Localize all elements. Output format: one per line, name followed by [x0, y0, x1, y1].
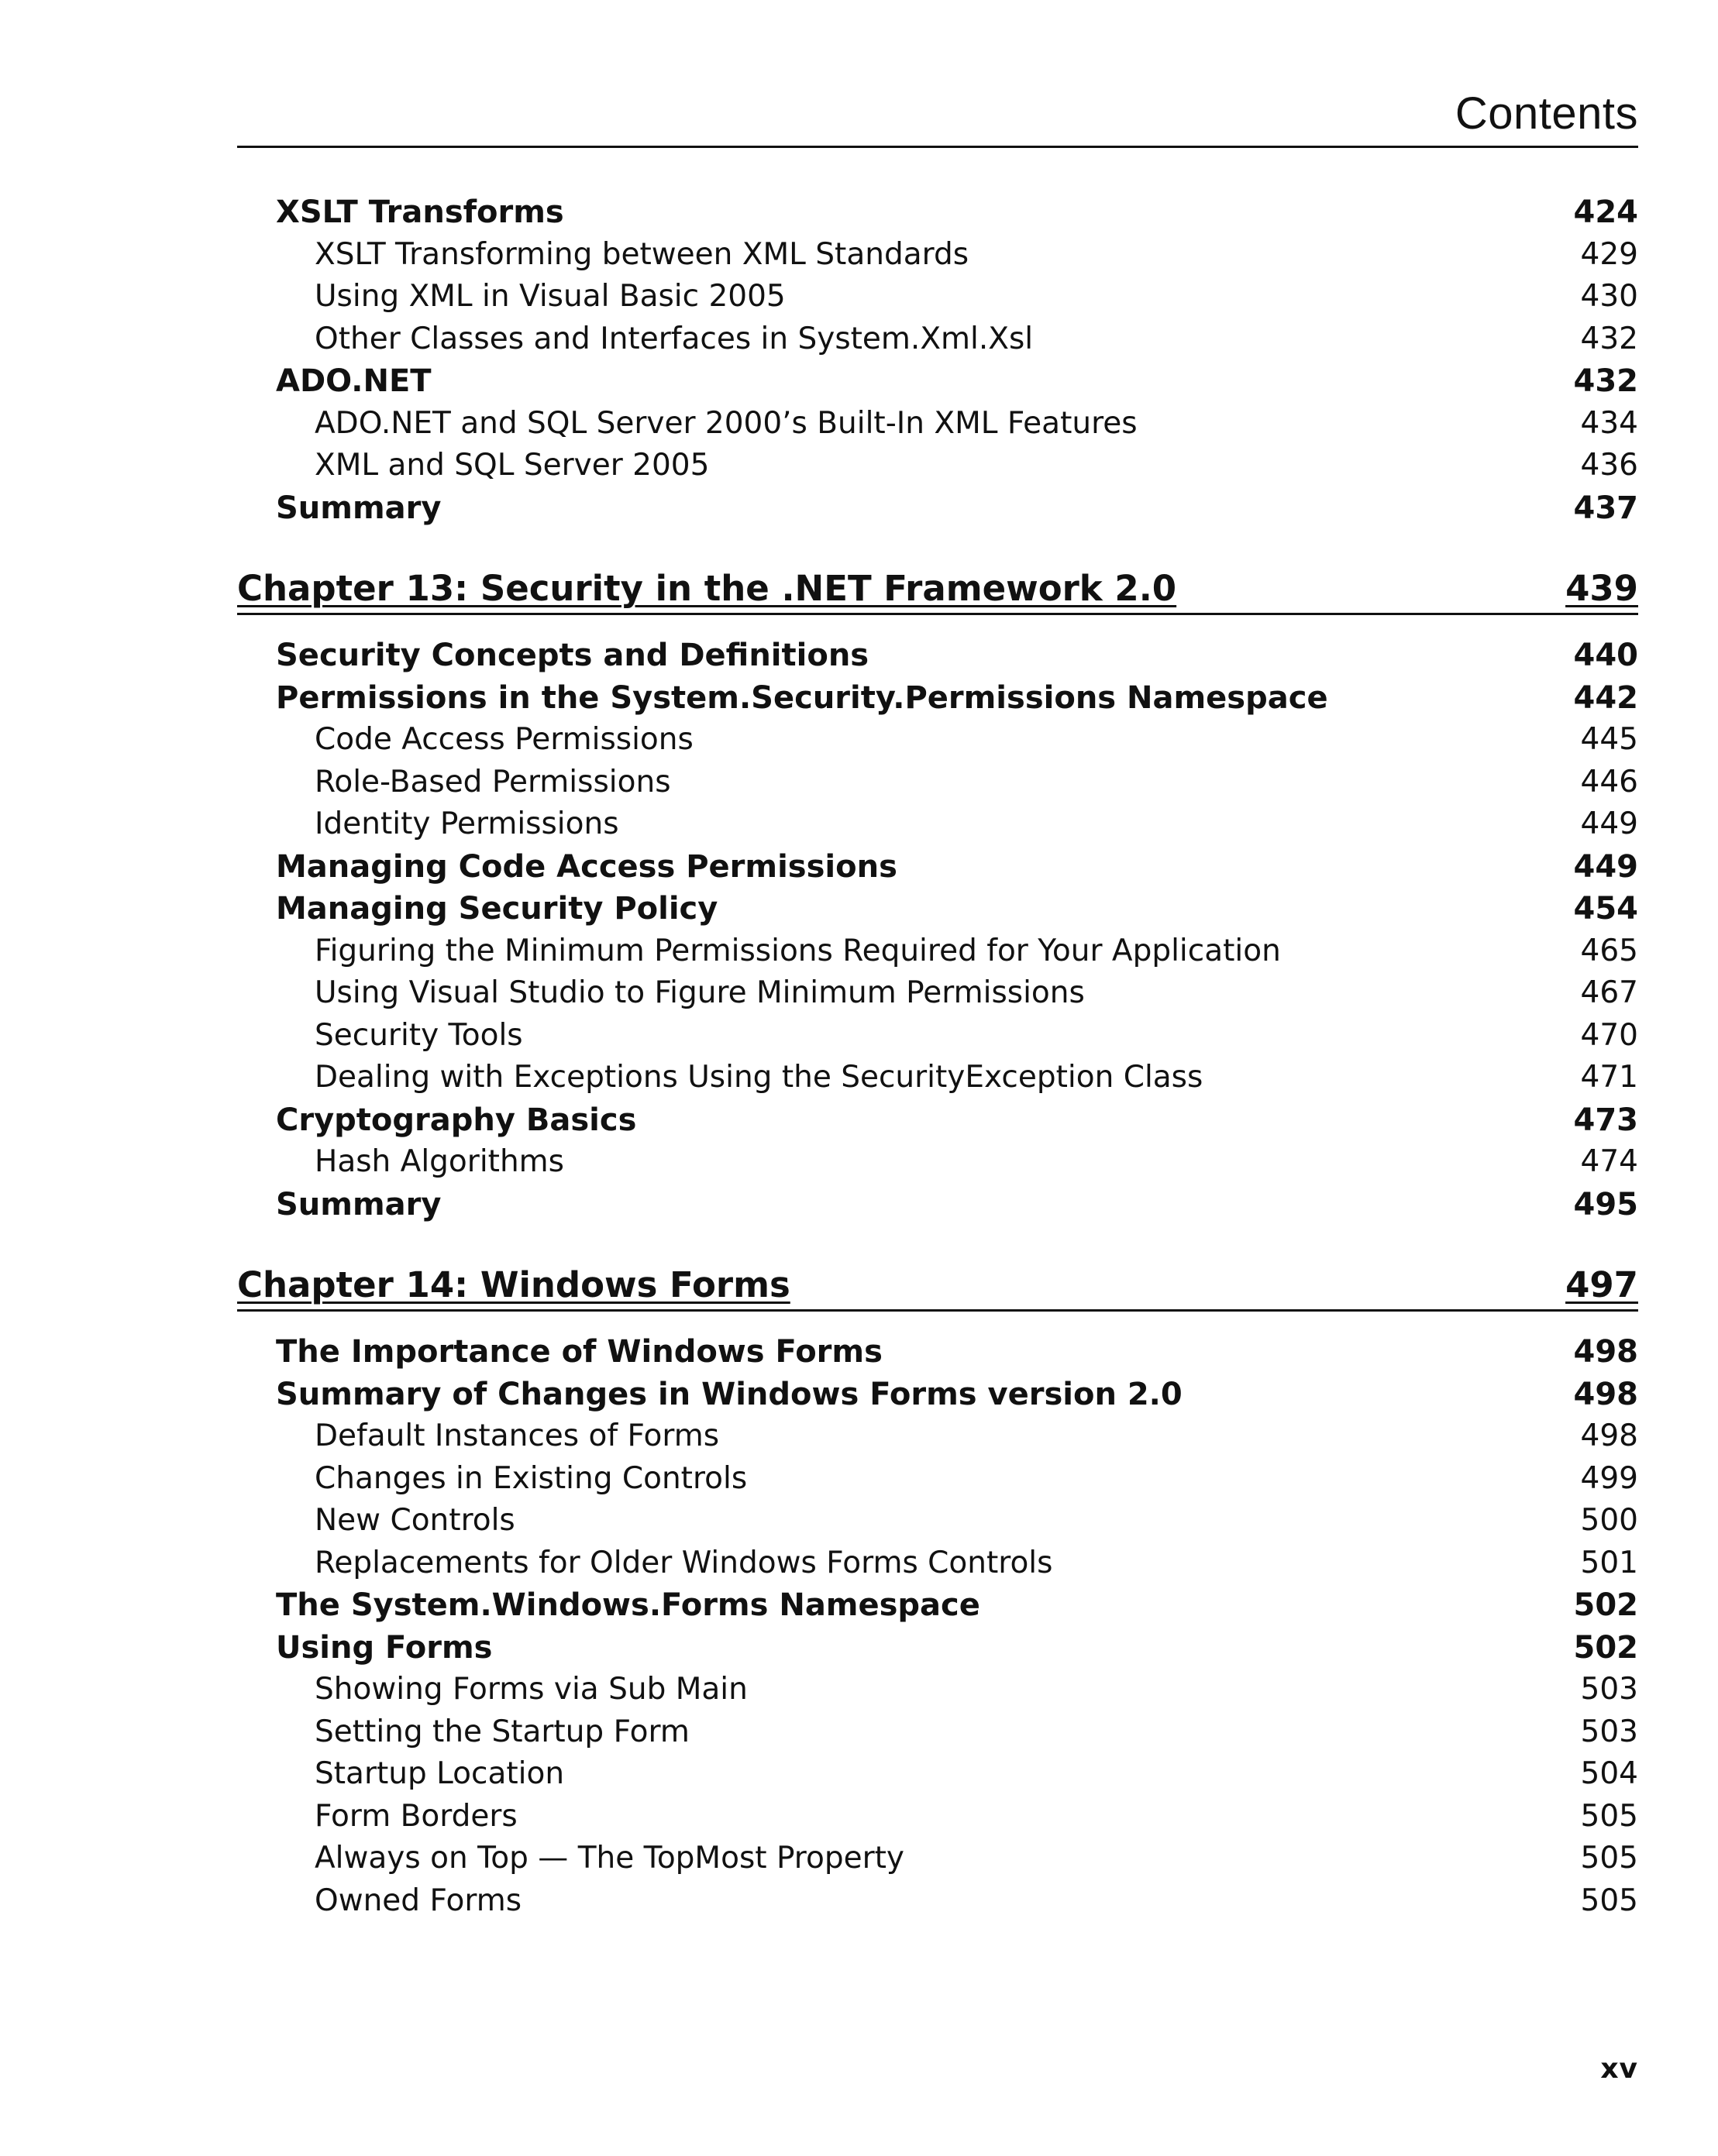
- entry-page: 449: [1580, 806, 1638, 841]
- toc-entry-subsection[interactable]: [237, 1711, 1638, 1754]
- entry-page: 432: [1573, 363, 1638, 399]
- toc-entry-subsection[interactable]: [237, 719, 1638, 762]
- entry-label: XSLT Transforming between XML Standards: [315, 236, 969, 272]
- entry-page: 498: [1573, 1376, 1638, 1412]
- entry-label: Managing Code Access Permissions: [276, 848, 897, 885]
- entry-label: Startup Location: [315, 1756, 565, 1791]
- entry-label: Permissions in the System.Security.Permissions Namespace: [276, 679, 1328, 716]
- toc-entry-subsection[interactable]: [237, 1057, 1638, 1099]
- entry-page: 432: [1580, 321, 1638, 356]
- chapter-page: 439: [1565, 568, 1638, 609]
- entry-label: ADO.NET and SQL Server 2000’s Built-In XML Features: [315, 405, 1138, 441]
- entry-page: 498: [1573, 1334, 1638, 1370]
- entry-label: XML and SQL Server 2005: [315, 448, 710, 483]
- entry-label: The System.Windows.Forms Namespace: [276, 1587, 980, 1623]
- entry-page: 501: [1580, 1545, 1638, 1580]
- entry-page: 505: [1580, 1798, 1638, 1834]
- entry-label: Figuring the Minimum Permissions Required for Your Application: [315, 933, 1281, 968]
- entry-page: 500: [1580, 1503, 1638, 1538]
- toc-entry-subsection[interactable]: [237, 234, 1638, 277]
- entry-label: Code Access Permissions: [315, 722, 694, 757]
- entry-page: 446: [1580, 764, 1638, 799]
- chapter-13-heading[interactable]: [237, 565, 1638, 615]
- toc-entry-section[interactable]: [237, 634, 1638, 677]
- toc-entry-section[interactable]: [237, 487, 1638, 530]
- toc-entry-subsection[interactable]: [237, 1415, 1638, 1458]
- entry-label: Managing Security Policy: [276, 891, 718, 927]
- entry-label: Role-Based Permissions: [315, 764, 671, 799]
- toc-page: [237, 0, 1638, 2156]
- entry-page: 465: [1580, 933, 1638, 968]
- entry-label: Summary: [276, 1186, 442, 1222]
- entry-page: 429: [1580, 236, 1638, 272]
- entry-label: Security Tools: [315, 1017, 523, 1053]
- entry-page: 502: [1573, 1629, 1638, 1666]
- toc-entry-subsection[interactable]: [237, 803, 1638, 846]
- entry-label: Setting the Startup Form: [315, 1714, 690, 1749]
- toc-entry-subsection[interactable]: [237, 1458, 1638, 1501]
- entry-page: 505: [1580, 1841, 1638, 1876]
- toc-entry-section[interactable]: [237, 1584, 1638, 1627]
- toc-entry-subsection[interactable]: [237, 403, 1638, 445]
- entry-page: 499: [1580, 1460, 1638, 1496]
- entry-label: Replacements for Older Windows Forms Controls: [315, 1545, 1053, 1580]
- toc-entry-section[interactable]: [237, 846, 1638, 889]
- page-title: Contents: [1455, 88, 1638, 139]
- entry-label: New Controls: [315, 1503, 515, 1538]
- toc-entry-section[interactable]: [237, 888, 1638, 930]
- entry-page: 442: [1573, 679, 1638, 716]
- toc-entry-subsection[interactable]: [237, 318, 1638, 361]
- toc-entry-subsection[interactable]: [237, 1542, 1638, 1585]
- entry-page: 470: [1580, 1017, 1638, 1053]
- entry-label: Dealing with Exceptions Using the SecurityException Class: [315, 1060, 1203, 1095]
- toc-entry-section[interactable]: [237, 1374, 1638, 1416]
- entry-label: Security Concepts and Definitions: [276, 638, 869, 673]
- toc-entry-subsection[interactable]: [237, 972, 1638, 1015]
- entry-label: Form Borders: [315, 1798, 518, 1834]
- entry-page: 436: [1580, 448, 1638, 483]
- entry-page: 437: [1573, 490, 1638, 526]
- entry-label: Always on Top — The TopMost Property: [315, 1841, 904, 1876]
- entry-label: Default Instances of Forms: [315, 1418, 720, 1453]
- toc-entry-subsection[interactable]: [237, 1015, 1638, 1057]
- toc-entry-subsection[interactable]: [237, 1500, 1638, 1542]
- chapter-title: Chapter 13: Security in the .NET Framework 2.0: [237, 568, 1177, 609]
- page-number: xv: [1600, 2053, 1638, 2085]
- entry-label: Showing Forms via Sub Main: [315, 1672, 748, 1707]
- chapter-14-heading[interactable]: [237, 1261, 1638, 1312]
- entry-page: 504: [1580, 1756, 1638, 1791]
- chapter-title: Chapter 14: Windows Forms: [237, 1264, 790, 1305]
- entry-page: 440: [1573, 638, 1638, 673]
- toc-entry-section[interactable]: [237, 677, 1638, 720]
- entry-label: The Importance of Windows Forms: [276, 1334, 883, 1370]
- entry-label: Changes in Existing Controls: [315, 1460, 748, 1496]
- toc-entry-subsection[interactable]: [237, 930, 1638, 973]
- entry-page: 474: [1580, 1144, 1638, 1179]
- chapter-page: 497: [1565, 1264, 1638, 1305]
- entry-page: 430: [1580, 279, 1638, 314]
- entry-page: 424: [1573, 194, 1638, 230]
- header-rule: [237, 146, 1638, 148]
- entry-page: 505: [1580, 1883, 1638, 1918]
- entry-page: 495: [1573, 1186, 1638, 1222]
- entry-label: Using Forms: [276, 1629, 493, 1666]
- toc-entry-subsection[interactable]: [237, 1838, 1638, 1880]
- entry-page: 467: [1580, 975, 1638, 1010]
- entry-label: Summary of Changes in Windows Forms version 2.0: [276, 1376, 1183, 1412]
- toc-entry-subsection[interactable]: [237, 1753, 1638, 1796]
- entry-page: 454: [1573, 891, 1638, 927]
- toc-entry-subsection[interactable]: [237, 1141, 1638, 1184]
- toc-entry-subsection[interactable]: [237, 276, 1638, 318]
- toc-entry-section[interactable]: [237, 1627, 1638, 1669]
- entry-page: 502: [1573, 1587, 1638, 1623]
- entry-label: Identity Permissions: [315, 806, 619, 841]
- entry-page: 503: [1580, 1672, 1638, 1707]
- entry-page: 445: [1580, 722, 1638, 757]
- entry-label: Hash Algorithms: [315, 1144, 564, 1179]
- toc-entry-section[interactable]: [237, 1099, 1638, 1142]
- entry-label: Summary: [276, 490, 442, 526]
- entry-page: 449: [1573, 848, 1638, 885]
- toc-entry-section[interactable]: [237, 360, 1638, 403]
- entry-label: XSLT Transforms: [276, 194, 564, 230]
- entry-page: 434: [1580, 405, 1638, 441]
- entry-page: 498: [1580, 1418, 1638, 1453]
- toc-entry-section[interactable]: [237, 1184, 1638, 1226]
- entry-page: 473: [1573, 1102, 1638, 1138]
- entry-label: Cryptography Basics: [276, 1102, 637, 1138]
- toc-entry-subsection[interactable]: [237, 762, 1638, 804]
- entry-page: 503: [1580, 1714, 1638, 1749]
- toc-entry-section[interactable]: [237, 1331, 1638, 1374]
- toc-entry-subsection[interactable]: [237, 1796, 1638, 1838]
- toc-entry-subsection[interactable]: [237, 445, 1638, 487]
- entry-label: Using XML in Visual Basic 2005: [315, 279, 786, 314]
- table-of-contents: [237, 191, 1638, 1922]
- toc-entry-subsection[interactable]: [237, 1880, 1638, 1923]
- entry-label: Other Classes and Interfaces in System.Xml.Xsl: [315, 321, 1034, 356]
- toc-entry-section[interactable]: [237, 191, 1638, 234]
- entry-page: 471: [1580, 1060, 1638, 1095]
- entry-label: Using Visual Studio to Figure Minimum Permissions: [315, 975, 1085, 1010]
- entry-label: ADO.NET: [276, 363, 432, 399]
- toc-entry-subsection[interactable]: [237, 1669, 1638, 1711]
- entry-label: Owned Forms: [315, 1883, 522, 1918]
